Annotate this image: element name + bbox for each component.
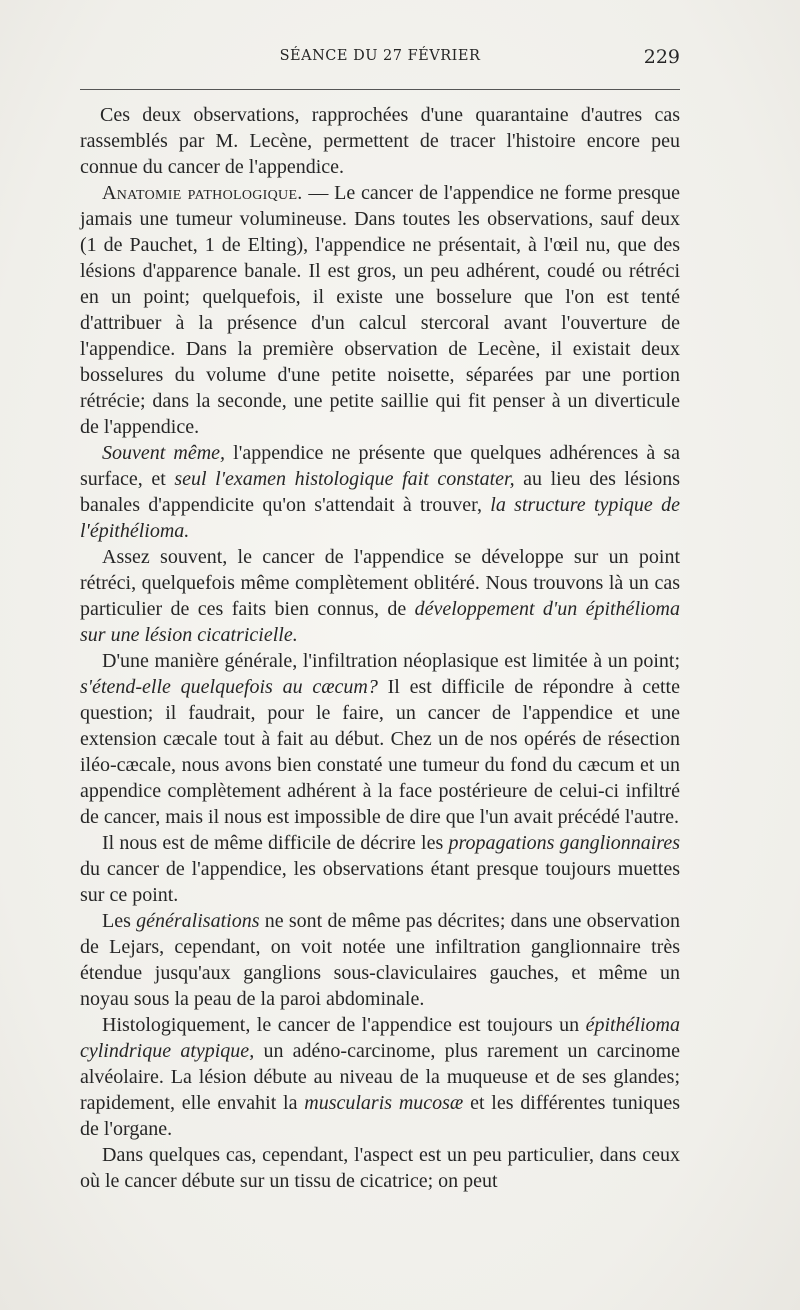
italic-phrase: généralisations [136, 910, 260, 932]
text-run: Histologiquement, le cancer de l'appendice est toujours un [102, 1014, 586, 1036]
paragraph-propagations [80, 830, 680, 908]
italic-phrase: Souvent même, [102, 442, 226, 464]
paragraph-histologiquement [80, 1012, 680, 1142]
header-rule [80, 89, 680, 90]
italic-phrase: propagations ganglionnaires [448, 832, 680, 854]
paragraph-generalisations [80, 908, 680, 1012]
text-run: et les différentes tuniques de l'organe. [80, 1092, 680, 1140]
text-run: un adéno-carcinome, plus rarement un carcinome alvéolaire. La lésion débute au niveau de la muqueuse et de ses glandes; rapidement, elle envahit la [80, 1040, 681, 1114]
paragraph-maniere [80, 648, 680, 830]
paragraph-1: Ces deux observations, rapprochées d'une quarantaine d'autres cas rassemblés par M. Lecène, permettent de tracer l'histoire encore peu connue du cancer de l'appendice. [80, 104, 680, 178]
text-run: Il est difficile de répondre à cette question; il faudrait, pour le faire, un cancer de l'appendice et une extension cæcale tout à fait au début. Chez un de nos opérés de résection iléo-cæcale, nous avons bien constaté une tumeur du fond du cæcum et un appendice complètement adhérent à la face postérieure de celui-ci infiltré de cancer, mais il nous est impossible de dire que l'un avait précédé l'autre. [80, 676, 680, 828]
section-heading-anatomie: Anatomie pathologique. [102, 182, 303, 204]
italic-phrase: épithélioma cylindrique atypique, [80, 1014, 680, 1062]
text-run: au lieu des lésions banales d'appendicite qu'on s'attendait à trouver, [80, 468, 680, 516]
paragraph-assez [80, 544, 680, 648]
italic-phrase: s'étend-elle quelquefois au cæcum? [80, 676, 378, 698]
paragraph-anatomie-text: — Le cancer de l'appendice ne forme presque jamais une tumeur volumineuse. Dans toutes les observations, sauf deux (1 de Pauchet, 1 de Elting), l'appendice ne présentait, à l'œil nu, que des lésions d'apparence banale. Il est gros, un peu adhérent, coudé ou rétréci en un point; quelquefois, il existe une bosselure que l'on est tenté d'attribuer à la présence d'un calcul stercoral avant l'ouverture de l'appendice. Dans la première observation de Lecène, il existait deux bosselures du volume d'une petite noisette, séparées par une portion rétrécie; dans la seconde, une petite saillie qui fit penser à un diverticule de l'appendice. [80, 182, 680, 438]
body-text [80, 102, 680, 1194]
text-run: ne sont de même pas décrites; dans une observation de Lejars, cependant, on voit notée une infiltration ganglionnaire très étendue jusqu'aux ganglions sous-claviculaires gauches, et même un noyau sous la peau de la paroi abdominale. [80, 910, 680, 1010]
paragraph-dans-quelques-cas: Dans quelques cas, cependant, l'aspect est un peu particulier, dans ceux où le cancer débute sur un tissu de cicatrice; on peut [80, 1144, 680, 1192]
text-run: Les [102, 910, 137, 932]
paragraph-anatomie [80, 180, 680, 440]
italic-phrase: muscularis mucosæ [304, 1092, 464, 1114]
text-run: Il nous est de même difficile de décrire les [102, 832, 449, 854]
text-run: D'une manière générale, l'infiltration néoplasique est limitée à un point; [102, 650, 680, 672]
page-number: 229 [643, 46, 680, 68]
italic-phrase: développement d'un épithélioma sur une lésion cicatricielle. [80, 598, 680, 646]
paragraph-souvent [80, 440, 680, 544]
italic-phrase: la structure typique de l'épithélioma. [80, 494, 680, 542]
text-run: Assez souvent, le cancer de l'appendice se développe sur un point rétréci, quelquefois même complètement oblitéré. Nous trouvons là un cas particulier de ces faits bien connus, de [80, 546, 680, 620]
running-head [80, 48, 680, 72]
text-run: l'appendice ne présente que quelques adhérences à sa surface, et [80, 442, 680, 490]
italic-phrase: seul l'examen histologique fait constater, [174, 468, 515, 490]
running-head-title: SÉANCE DU 27 FÉVRIER [279, 48, 481, 64]
text-run: du cancer de l'appendice, les observations étant presque toujours muettes sur ce point. [80, 858, 680, 906]
